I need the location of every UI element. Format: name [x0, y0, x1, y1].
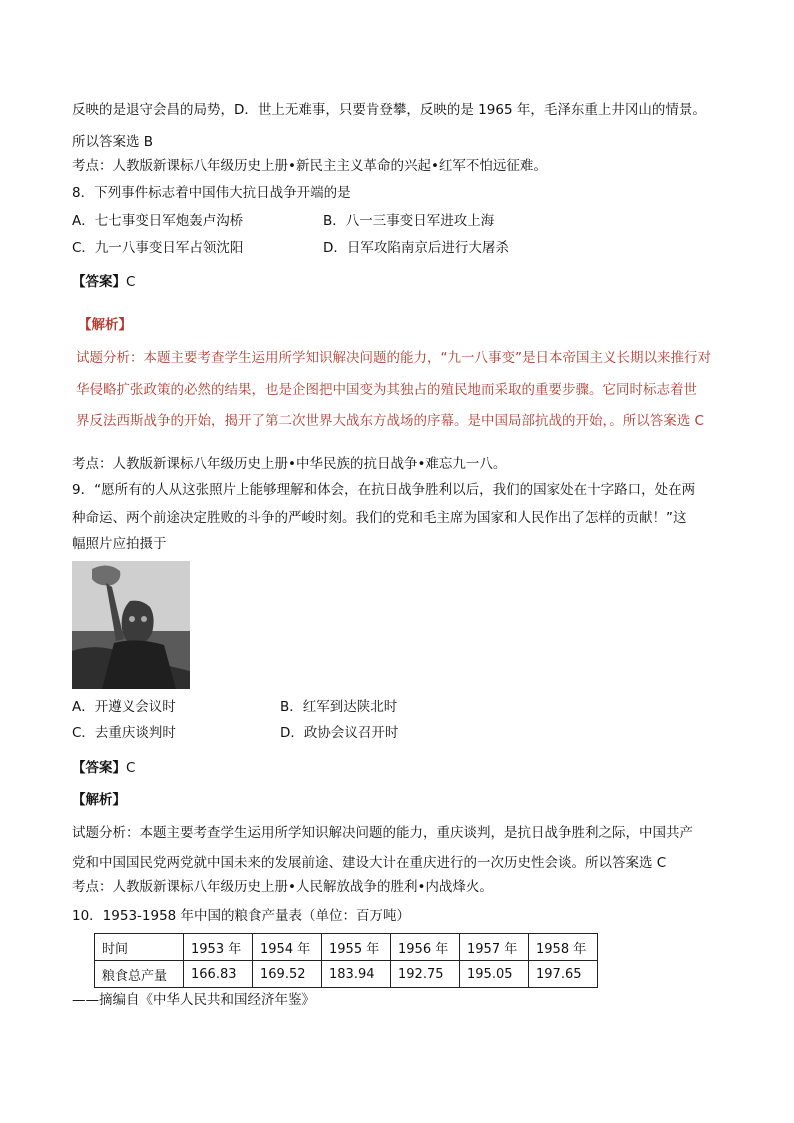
- q7-explanation-tail: 反映的是退守会昌的局势，D．世上无难事，只要肯登攀，反映的是 1965 年，毛泽东重上井冈山的情景。: [72, 102, 706, 118]
- q8-jiexi-label: 【解析】: [78, 317, 132, 333]
- table-value-cell: 169.52: [253, 961, 322, 988]
- q9-option-a: A．开遵义会议时: [72, 699, 176, 715]
- q8-answer-value: C: [126, 274, 136, 290]
- q8-kaodian: 考点：人教版新课标八年级历史上册•中华民族的抗日战争•难忘九一八。: [72, 456, 507, 472]
- q9-answer-label: 【答案】: [72, 760, 126, 776]
- q9-answer-value: C: [126, 760, 136, 776]
- q8-stem: 8．下列事件标志着中国伟大抗日战争开端的是: [72, 185, 351, 201]
- table-year-cell: 1954 年: [253, 934, 322, 961]
- table-year-cell: 1956 年: [391, 934, 460, 961]
- table-year-cell: 1953 年: [184, 934, 253, 961]
- table-row-label: 粮食总产量: [95, 961, 184, 988]
- q8-jiexi-line-1: 试题分析：本题主要考查学生运用所学知识解决问题的能力，“九一八事变”是日本帝国主义长期以来推行对: [76, 350, 711, 366]
- q8-option-a: A．七七事变日军炮轰卢沟桥: [72, 213, 244, 229]
- table-value-cell: 166.83: [184, 961, 253, 988]
- q8-option-d: D．日军攻陷南京后进行大屠杀: [323, 240, 509, 256]
- table-year-cell: 1958 年: [529, 934, 598, 961]
- table-value-cell: 197.65: [529, 961, 598, 988]
- q9-jiexi-label: 【解析】: [72, 792, 126, 808]
- grain-production-table: [94, 933, 598, 988]
- q9-kaodian: 考点：人教版新课标八年级历史上册•人民解放战争的胜利•内战烽火。: [72, 879, 493, 895]
- q9-option-c: C．去重庆谈判时: [72, 725, 176, 741]
- table-row: [95, 961, 598, 988]
- q9-option-d: D．政协会议召开时: [280, 725, 399, 741]
- table-value-cell: 195.05: [460, 961, 529, 988]
- q8-answer-label: 【答案】: [72, 274, 126, 290]
- q7-kaodian: 考点：人教版新课标八年级历史上册•新民主主义革命的兴起•红军不怕远征难。: [72, 158, 547, 174]
- q9-stem-line-2: 种命运、两个前途决定胜败的斗争的严峻时刻。我们的党和毛主席为国家和人民作出了怎样的贡献！”这: [72, 510, 687, 526]
- photo-figure-illustration: [72, 561, 190, 689]
- table-year-cell: 1957 年: [460, 934, 529, 961]
- q7-answer-note: 所以答案选 B: [72, 134, 154, 150]
- q8-option-b: B．八一三事变日军进攻上海: [323, 213, 495, 229]
- q8-jiexi-line-3: 界反法西斯战争的开始，揭开了第二次世界大战东方战场的序幕。是中国局部抗战的开始，。所以答案选 C: [76, 413, 704, 429]
- q9-stem-line-1: 9．“愿所有的人从这张照片上能够理解和体会，在抗日战争胜利以后，我们的国家处在十字路口，处在两: [72, 482, 696, 498]
- historical-photo: [72, 561, 190, 689]
- q10-source: ——摘编自《中华人民共和国经济年鉴》: [72, 992, 315, 1008]
- q8-option-c: C．九一八事变日军占领沈阳: [72, 240, 244, 256]
- q9-stem-line-3: 幅照片应拍摄于: [72, 536, 167, 552]
- table-header-row: [95, 934, 598, 961]
- q10-stem: 10．1953-1958 年中国的粮食产量表（单位：百万吨）: [72, 908, 411, 924]
- q9-jiexi-line-2: 党和中国国民党两党就中国未来的发展前途、建设大计在重庆进行的一次历史性会谈。所以答案选 C: [72, 855, 667, 871]
- table-year-cell: 1955 年: [322, 934, 391, 961]
- q9-jiexi-line-1: 试题分析：本题主要考查学生运用所学知识解决问题的能力，重庆谈判，是抗日战争胜利之际，中国共产: [72, 825, 693, 841]
- q9-answer: [72, 758, 135, 778]
- table-header-label: 时间: [95, 934, 184, 961]
- q9-option-b: B．红军到达陕北时: [280, 699, 398, 715]
- q8-jiexi-line-2: 华侵略扩张政策的必然的结果，也是企图把中国变为其独占的殖民地而采取的重要步骤。它同时标志着世: [76, 382, 697, 398]
- q8-answer: [72, 272, 135, 292]
- table-value-cell: 192.75: [391, 961, 460, 988]
- table-value-cell: 183.94: [322, 961, 391, 988]
